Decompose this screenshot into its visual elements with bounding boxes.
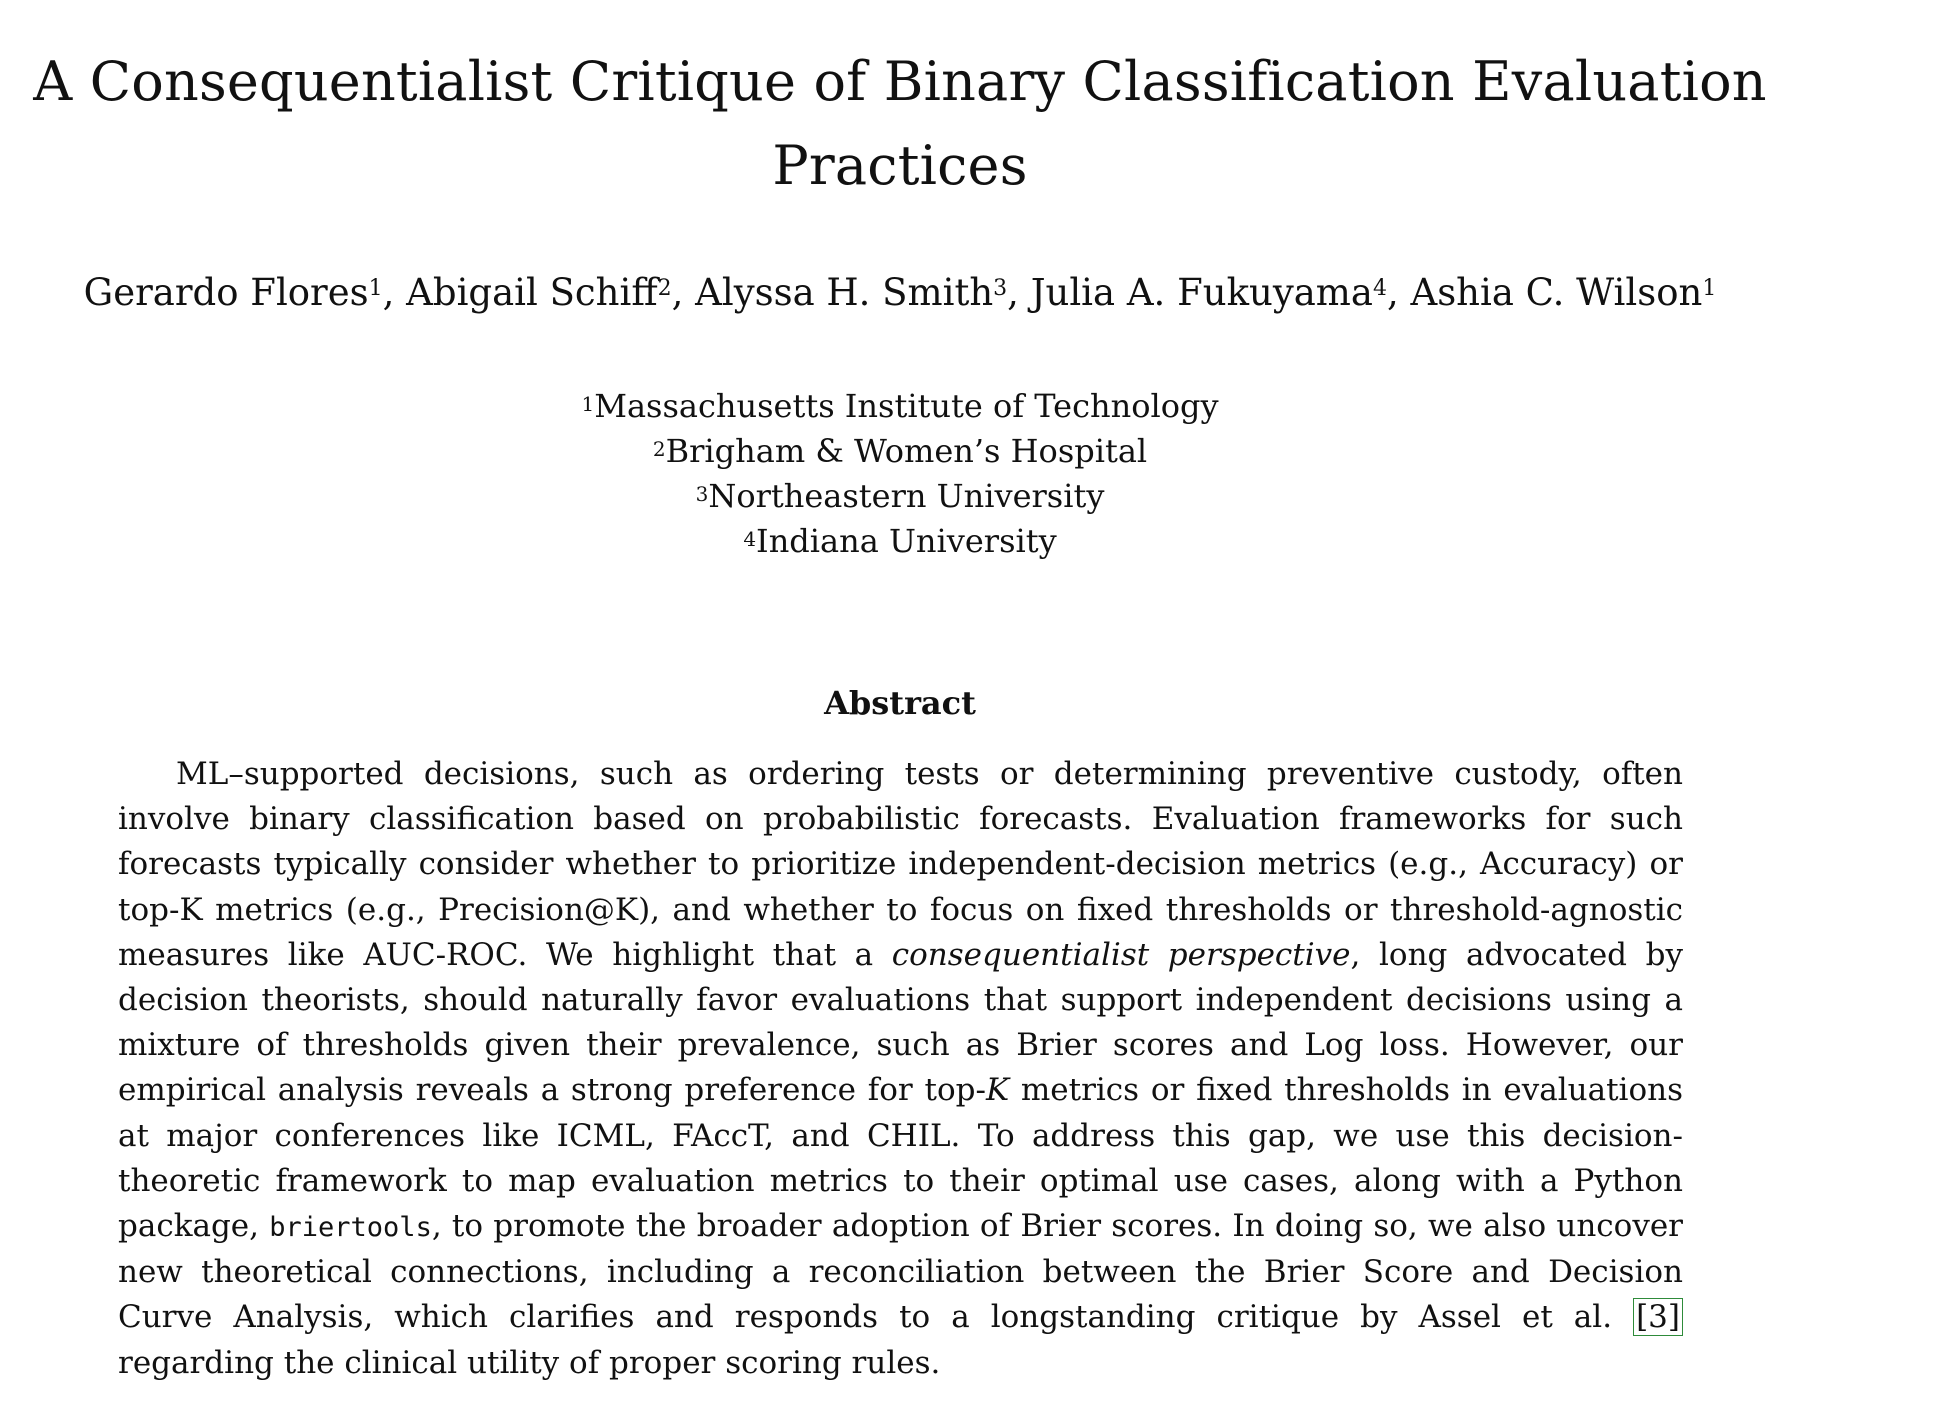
author: Ashia C. Wilson$^1$ [1410,271,1717,314]
author-affiliation-mark: 1 [368,276,383,301]
affiliation: $^2$Brigham & Women’s Hospital [652,432,1148,470]
title-line-1: A Consequentialist Critique of Binary Classification Evaluation [33,50,1767,113]
math-symbol: K [985,1072,1010,1109]
citation-link[interactable]: [3] [1633,1298,1683,1336]
abstract-text: ML–supported decisions, such as ordering tests or determining preventive custody, often involve binary classification based on probabilistic forecasts. Evaluation frameworks for such forecasts typically consider whether to prioritize independent-decision metrics (e.g., Accuracy) or top-K metrics (e.g., Precision@K), and whether to focus on fixed thresholds or threshold-agnostic measures like AUC-ROC. We highlight that a consequentialist perspective, long advocated by decision theorists, should naturally favor evaluations that support independent decisions using a mixture of thresholds given their prevalence, such as Brier scores and Log loss. However, our empirical analysis reveals a strong preference for top-K metrics or fixed thresholds in evaluations at major conferences like ICML, FAccT, and CHIL. To address this gap, we use this decision-theoretic framework to map evaluation metrics to their optimal use cases, along with a Python package, briertools, to promote the broader adoption of Brier scores. In doing so, we also uncover new theoretical connections, including a reconciliation between the Brier Score and Decision Curve Analysis, which clarifies and responds to a longstanding critique by Assel et al. [3] regarding the clinical utility of proper scoring rules. [118,756,1683,1381]
author: Gerardo Flores$^1$ [83,271,383,314]
author-affiliation-mark: 2 [657,276,672,301]
author-affiliation-mark: 3 [993,276,1008,301]
title-line-2: Practices [772,134,1028,197]
affiliation: $^1$Massachusetts Institute of Technology [581,387,1219,425]
author-affiliation-mark: 4 [1372,276,1387,301]
abstract-heading: Abstract [824,684,976,722]
paper-title [0,40,1800,208]
author: Julia A. Fukuyama$^4$ [1030,271,1387,314]
author-list: Gerardo Flores$^1$, Abigail Schiff$^2$, Alyssa H. Smith$^3$, Julia A. Fukuyama$^4$, Ashia C. Wilson$^1$ [83,271,1717,314]
author: Alyssa H. Smith$^3$ [695,271,1008,314]
author: Abigail Schiff$^2$ [406,271,672,314]
author-affiliation-mark: 1 [1702,276,1717,301]
package-name: briertools [269,1212,432,1244]
emphasis-text: consequentialist perspective [891,936,1351,973]
affiliation: $^4$Indiana University [743,522,1057,560]
affiliation-list [0,384,1800,564]
affiliation: $^3$Northeastern University [695,477,1105,515]
